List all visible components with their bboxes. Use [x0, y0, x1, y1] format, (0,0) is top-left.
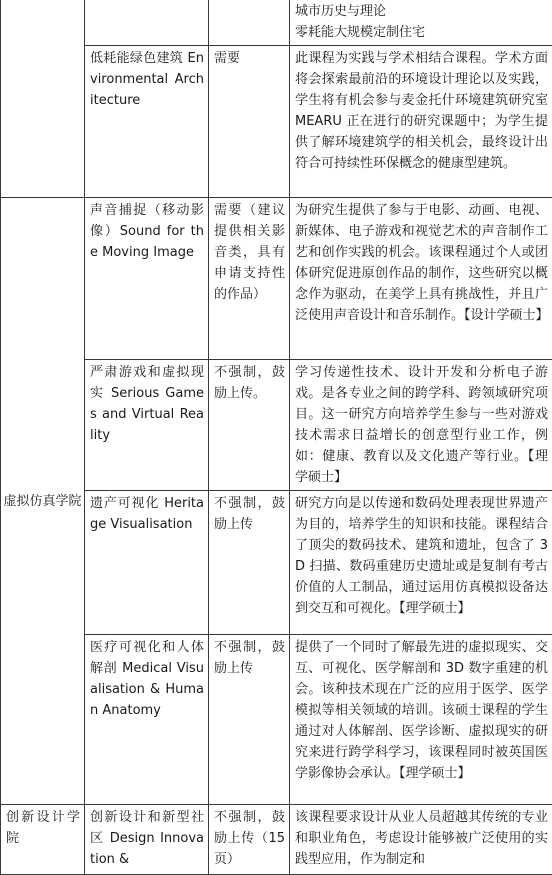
portfolio-cell: 不强制，鼓励上传。 [209, 360, 290, 491]
course-cell: 创新设计和新型社区 Design Innovation & [85, 805, 209, 875]
college-cell [1, 0, 85, 198]
college-cell-virtual-simulation: 虚拟仿真学院 [1, 198, 85, 805]
course-cell: 遗产可视化 Heritage Visualisation [85, 491, 209, 635]
description-cell: 学习传递性技术、设计开发和分析电子游戏。是各专业之间的跨学科、跨领域研究项目。这一研究方向培养学生参与一些对游戏技术需求日益增长的创意型行业工作，例如：健康、教育以及文化遗产等行业。【理学硕士】 [290, 360, 552, 491]
description-cell: 研究方向是以传递和数码处理表现世界遗产为目的，培养学生的知识和技能。课程结合了顶尖的数码技术、建筑和遗址，包含了 3D 扫描、数码重建历史遗址或是复制有考古价值的人工制品，通过运用仿真模拟设备达到交互和可视化。【理学硕士】 [290, 491, 552, 635]
table-row [1, 198, 552, 360]
table-row [1, 0, 552, 46]
course-cell: 低耗能绿色建筑 Environmental Architecture [85, 46, 209, 198]
course-cell: 医疗可视化和人体解剖 Medical Visualisation & Human Anatomy [85, 635, 209, 805]
portfolio-cell [209, 0, 290, 46]
description-cell: 该课程要求设计从业人员超越其传统的专业和职业角色，考虑设计能够被广泛使用的实践型应用，作为制定和 [290, 805, 552, 875]
description-cell: 城市历史与理论 零耗能大规模定制住宅 [290, 0, 552, 46]
portfolio-cell: 不强制，鼓励上传 [209, 635, 290, 805]
college-cell-innovation-design: 创新设计学院 [1, 805, 85, 875]
portfolio-cell: 不强制，鼓励上传（15 页） [209, 805, 290, 875]
portfolio-cell: 需要 [209, 46, 290, 198]
course-cell: 严肃游戏和虚拟现实 Serious Games and Virtual Reality [85, 360, 209, 491]
table-row [1, 805, 552, 875]
portfolio-cell: 需要（建议提供相关影音类，具有申请支持性的作品） [209, 198, 290, 360]
description-cell: 为研究生提供了参与于电影、动画、电视、新媒体、电子游戏和视觉艺术的声音制作工艺和创作实践的机会。该课程通过个人或团体研究促进原创作品的制作，这些研究以概念作为驱动，在美学上具有挑战性，并且广泛使用声音设计和音乐制作。【设计学硕士】 [290, 198, 552, 360]
description-cell: 此课程为实践与学术相结合课程。学术方面将会探索最前沿的环境设计理论以及实践，学生将有机会参与麦金托什环境建筑研究室 MEARU 正在进行的研究课题中；为学生提供了解环境建筑学的相关机会，最终设计出符合可持续性环保概念的健康型建筑。 [290, 46, 552, 198]
description-cell: 提供了一个同时了解最先进的虚拟现实、交互、可视化、医学解剖和 3D 数字重建的机会。该种技术现在广泛的应用于医学、医学模拟等相关领域的培训。该硕士课程的学生通过对人体解剖、医学诊断、虚拟现实的研究来进行跨学科学习，该课程同时被英国医学影像协会承认。【理学硕士】 [290, 635, 552, 805]
portfolio-cell: 不强制，鼓励上传 [209, 491, 290, 635]
course-cell: 声音捕捉（移动影像）Sound for the Moving Image [85, 198, 209, 360]
course-cell [85, 0, 209, 46]
